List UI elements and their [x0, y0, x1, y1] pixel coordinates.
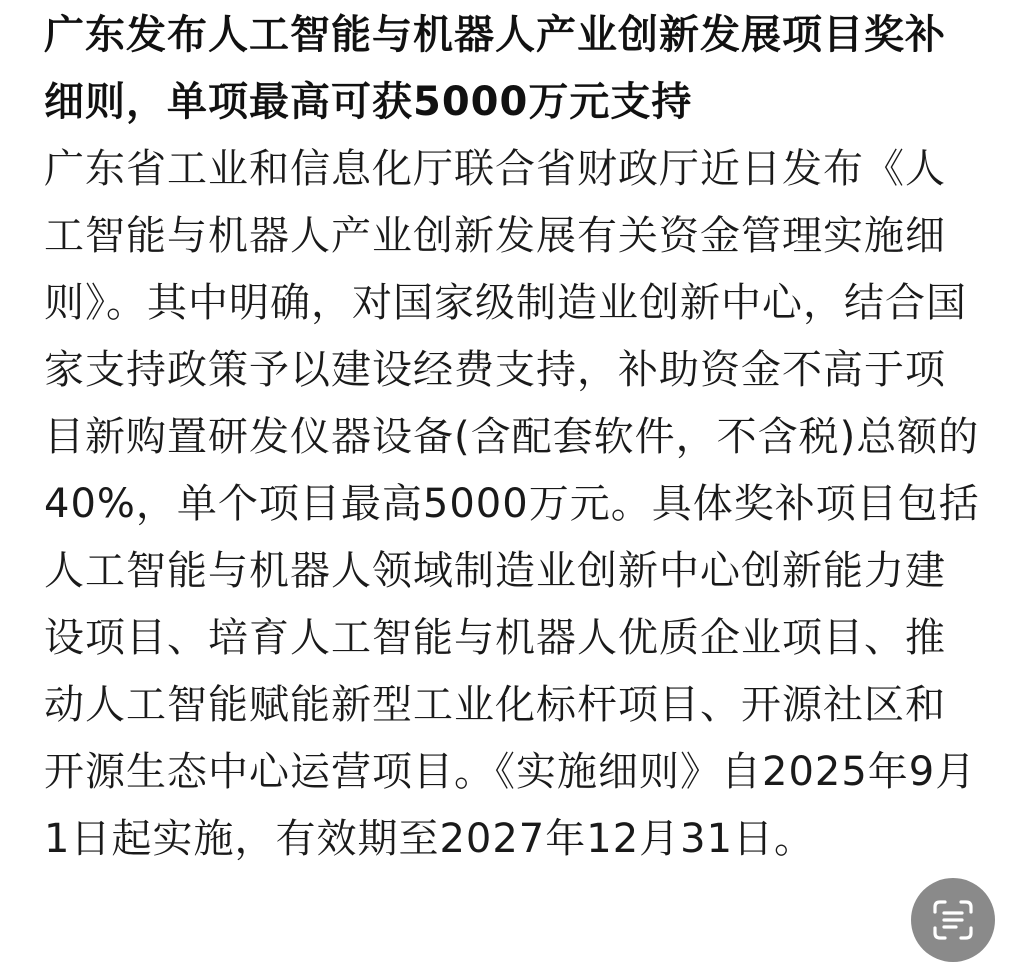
scan-text-button[interactable]	[911, 878, 995, 962]
article-headline: 广东发布人工智能与机器人产业创新发展项目奖补细则，单项最高可获5000万元支持	[44, 12, 946, 125]
article-body: 广东省工业和信息化厅联合省财政厅近日发布《人工智能与机器人产业创新发展有关资金管理实施细则》。其中明确，对国家级制造业创新中心，结合国家支持政策予以建设经费支持，补助资金不高于项目新购置研发仪器设备(含配套软件，不含税)总额的40%，单个项目最高5000万元。具体奖补项目包括人工智能与机器人领域制造业创新中心创新能力建设项目、培育人工智能与机器人优质企业项目、推动人工智能赋能新型工业化标杆项目、开源社区和开源生态中心运营项目。《实施细则》自2025年9月1日起实施，有效期至2027年12月31日。	[44, 146, 980, 862]
scan-text-icon	[931, 898, 975, 942]
